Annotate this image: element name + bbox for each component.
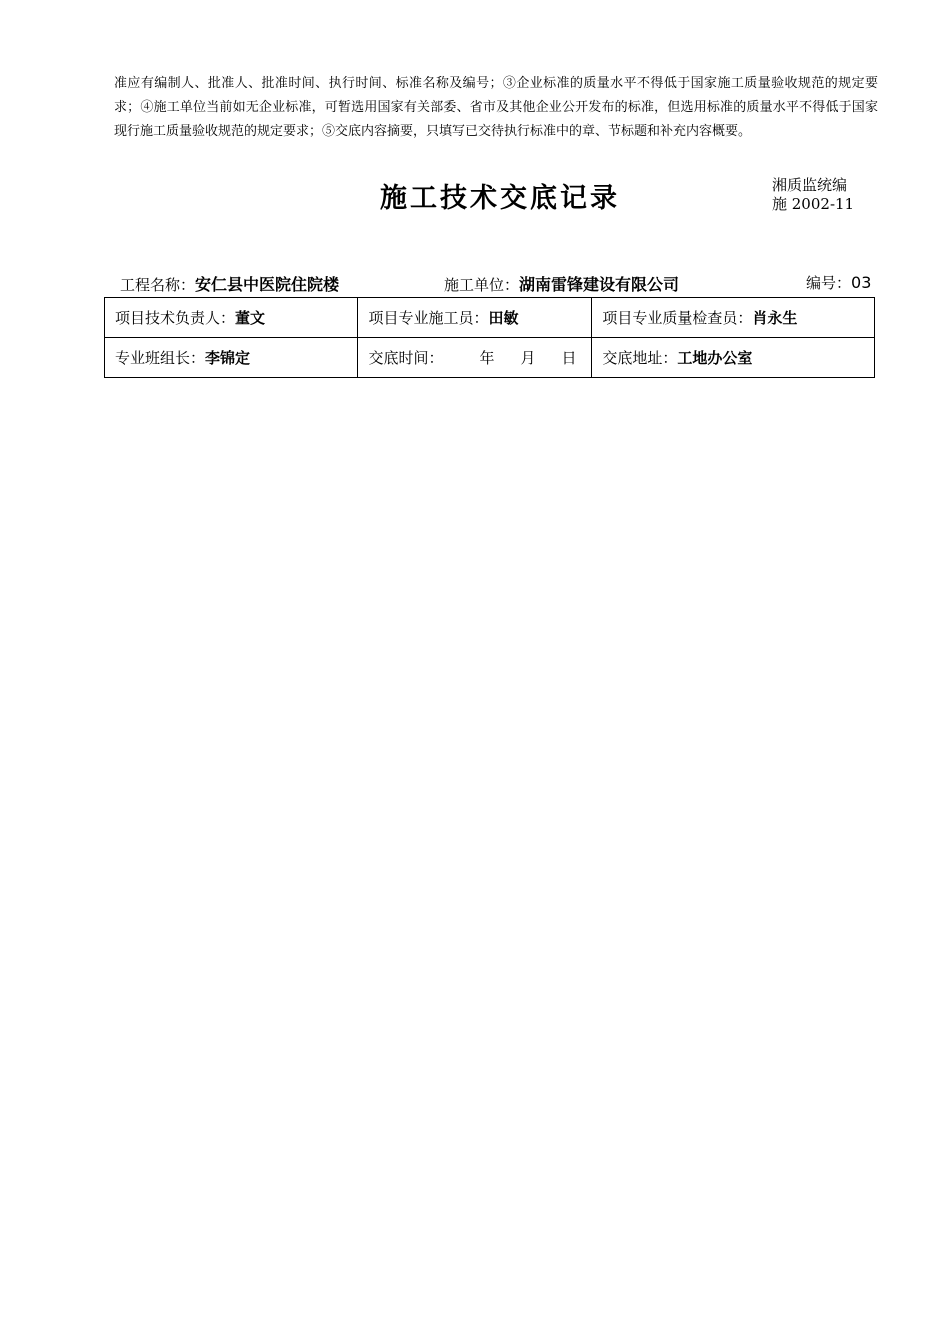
location-value: 工地办公室 bbox=[677, 349, 753, 367]
intro-paragraph: 准应有编制人、批准人、批准时间、执行时间、标准名称及编号；③企业标准的质量水平不得低于国家施工质量验收规范的规定要求；④施工单位当前如无企业标准，可暂选用国家有关部委、省市及其他企业公开发布的标准，但选用标准的质量水平不得低于国家现行施工质量验收规范的规定要求；⑤交底内容摘要，只填写已交待执行标准中的章、节标题和补充内容概要。 bbox=[114, 76, 878, 139]
handover-time-cell bbox=[358, 338, 592, 378]
form-code-line2: 施 2002-11 bbox=[772, 195, 855, 213]
table-row bbox=[105, 298, 875, 338]
inspector-cell bbox=[592, 298, 875, 338]
page-title: 施工技术交底记录 bbox=[380, 183, 620, 214]
tech-lead-label: 项目技术负责人： bbox=[115, 309, 236, 327]
contractor-label: 施工单位： bbox=[444, 276, 520, 294]
constructor-value: 田敏 bbox=[488, 309, 519, 327]
record-number-field bbox=[806, 272, 871, 293]
handover-time-label: 交底时间： bbox=[368, 349, 444, 367]
table-row bbox=[105, 338, 875, 378]
inspector-label: 项目专业质量检查员： bbox=[602, 309, 753, 327]
location-label: 交底地址： bbox=[602, 349, 678, 367]
year-label: 年 bbox=[479, 349, 495, 367]
contractor-field bbox=[444, 272, 679, 295]
tech-lead-value: 董文 bbox=[235, 309, 266, 327]
inspector-value: 肖永生 bbox=[752, 309, 798, 327]
form-code bbox=[772, 176, 854, 214]
form-code-line1: 湘质监统编 bbox=[772, 176, 848, 194]
team-leader-cell bbox=[105, 338, 358, 378]
project-name-field bbox=[120, 272, 339, 295]
info-table bbox=[104, 297, 875, 378]
team-leader-value: 李锦定 bbox=[205, 349, 251, 367]
project-name-label: 工程名称： bbox=[120, 276, 196, 294]
meta-row bbox=[104, 272, 875, 296]
record-number-value: 03 bbox=[851, 273, 872, 292]
record-number-label: 编号： bbox=[806, 274, 852, 292]
day-label: 日 bbox=[561, 349, 577, 367]
location-cell bbox=[592, 338, 875, 378]
team-leader-label: 专业班组长： bbox=[115, 349, 206, 367]
project-name-value: 安仁县中医院住院楼 bbox=[195, 275, 340, 294]
constructor-label: 项目专业施工员： bbox=[368, 309, 489, 327]
constructor-cell bbox=[358, 298, 592, 338]
contractor-value: 湖南雷锋建设有限公司 bbox=[519, 275, 680, 294]
tech-lead-cell bbox=[105, 298, 358, 338]
month-label: 月 bbox=[520, 349, 536, 367]
